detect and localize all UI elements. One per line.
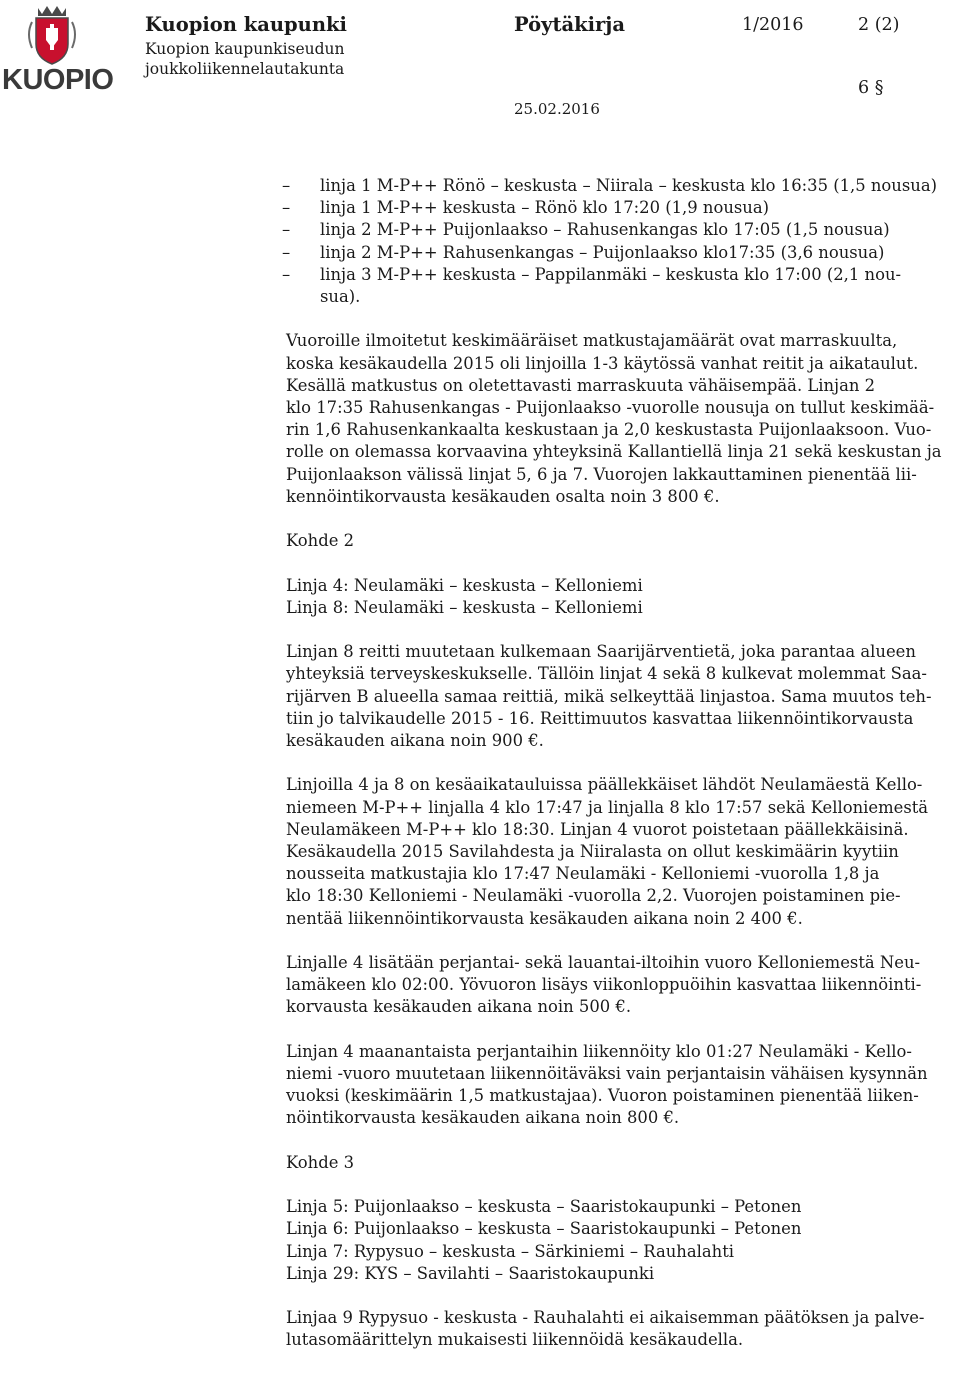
text-line: Kesällä matkustus on oletettavasti marraskuuta vähäisempää. Linjan 2 <box>286 375 876 395</box>
text-line: niemeen M-P++ linjalla 4 klo 17:47 ja linjalla 8 klo 17:57 sekä Kelloniemestä <box>286 797 929 817</box>
text-line: yhteyksiä terveyskeskukselle. Tällöin linjat 4 sekä 8 kulkevat molemmat Saa- <box>286 664 927 684</box>
paragraph-number: 6 § <box>858 78 884 98</box>
route-list <box>282 175 958 308</box>
section-heading-kohde-2 <box>286 530 958 552</box>
list-item-text: sua). <box>320 287 361 307</box>
text-line: vuoksi (keskimäärin 1,5 matkustajaa). Vuoron poistaminen pienentää liiken- <box>286 1086 919 1106</box>
text-line: klo 17:35 Rahusenkangas - Puijonlaakso -vuorolle nousuja on tullut keskimää- <box>286 398 935 418</box>
document-type: Pöytäkirja <box>514 13 626 36</box>
coat-of-arms-icon <box>2 4 102 66</box>
paragraph-route-change <box>286 641 958 752</box>
text-line: Linja 7: Rypysuo – keskusta – Särkiniemi – Rauhalahti <box>286 1241 735 1261</box>
text-line: Linja 5: Puijonlaakso – keskusta – Saaristokaupunki – Petonen <box>286 1197 802 1217</box>
sub-organization-line: joukkoliikennelautakunta <box>145 60 345 78</box>
section-heading-kohde-3 <box>286 1152 958 1174</box>
list-item <box>282 264 958 308</box>
text-line: lamäkeen klo 02:00. Yövuoron lisäys viikonloppuöihin kasvattaa liikennöinti- <box>286 975 922 995</box>
text-line: Linja 8: Neulamäki – keskusta – Kelloniemi <box>286 597 643 617</box>
kuopio-logo <box>2 4 114 98</box>
list-item-text: linja 2 M-P++ Rahusenkangas – Puijonlaakso klo17:35 (3,6 nousua) <box>320 242 885 262</box>
text-line: lutasomäärittelyn mukaisesti liikennöidä kesäkaudella. <box>286 1330 744 1350</box>
text-line: kennöintikorvausta kesäkauden osalta noin 3 800 €. <box>286 486 720 506</box>
list-item-text: linja 2 M-P++ Puijonlaakso – Rahusenkangas klo 17:05 (1,5 nousua) <box>320 220 890 240</box>
paragraph-ridership <box>286 330 958 508</box>
document-body <box>282 175 958 1374</box>
route-lines-kohde-3 <box>286 1196 958 1285</box>
text-line: niemi -vuoro muutetaan liikennöitäväksi vain perjantaisin vähäisen kysynnän <box>286 1064 928 1084</box>
list-item <box>282 197 958 219</box>
list-item <box>282 175 958 197</box>
paragraph-weekday-service <box>286 1041 958 1130</box>
dash-bullet: – <box>282 264 291 284</box>
text-line: Kesäkaudella 2015 Savilahdesta ja Niiralasta on ollut keskimäärin kyytiin <box>286 842 899 862</box>
dash-bullet: – <box>282 242 291 262</box>
route-lines-kohde-2 <box>286 575 958 619</box>
text-line: nousseita matkustajia klo 17:47 Neulamäki - Kelloniemi -vuorolla 1,8 ja <box>286 864 880 884</box>
text-line: Linjan 8 reitti muutetaan kulkemaan Saarijärventietä, joka parantaa alueen <box>286 642 916 662</box>
text-line: tiin jo talvikaudelle 2015 - 16. Reittimuutos kasvattaa liikennöintikorvausta <box>286 708 914 728</box>
text-line: Linjalle 4 lisätään perjantai- sekä lauantai-iltoihin vuoro Kelloniemestä Neu- <box>286 953 921 973</box>
text-line: nentää liikennöintikorvausta kesäkauden aikana noin 2 400 €. <box>286 908 803 928</box>
paragraph-overlapping-departures <box>286 774 958 929</box>
document-date: 25.02.2016 <box>514 100 600 118</box>
paragraph-line-9 <box>286 1307 958 1351</box>
text-line: Linjan 4 maanantaista perjantaihin liikennöity klo 01:27 Neulamäki - Kello- <box>286 1041 912 1061</box>
text-line: Linja 29: KYS – Savilahti – Saaristokaupunki <box>286 1263 655 1283</box>
text-line: Neulamäkeen M-P++ klo 18:30. Linjan 4 vuorot poistetaan päällekkäisinä. <box>286 819 909 839</box>
text-line: Linja 6: Puijonlaakso – keskusta – Saaristokaupunki – Petonen <box>286 1219 802 1239</box>
document-number: 1/2016 <box>742 15 804 35</box>
text-line: Vuoroille ilmoitetut keskimääräiset matkustajamäärät ovat marraskuulta, <box>286 331 898 351</box>
text-line: Kohde 2 <box>286 531 355 551</box>
text-line: rolle on olemassa korvaavina yhteyksinä Kallantiellä linja 21 sekä keskustan ja <box>286 442 942 462</box>
list-item-text: linja 3 M-P++ keskusta – Pappilanmäki – keskusta klo 17:00 (2,1 nou- <box>320 264 902 284</box>
text-line: klo 18:30 Kelloniemi - Neulamäki -vuorolla 2,2. Vuorojen poistaminen pie- <box>286 886 901 906</box>
text-line: nöintikorvausta kesäkauden aikana noin 800 €. <box>286 1108 680 1128</box>
sub-organization <box>145 39 385 79</box>
text-line: Linjaa 9 Rypysuo - keskusta - Rauhalahti ei aikaisemman päätöksen ja palve- <box>286 1308 925 1328</box>
page-number: 2 (2) <box>858 15 900 35</box>
text-line: korvausta kesäkauden aikana noin 500 €. <box>286 997 632 1017</box>
sub-organization-line: Kuopion kaupunkiseudun <box>145 40 345 58</box>
text-line: kesäkauden aikana noin 900 €. <box>286 731 544 751</box>
dash-bullet: – <box>282 198 291 218</box>
text-line: Linjoilla 4 ja 8 on kesäaikatauluissa päällekkäiset lähdöt Neulamäestä Kello- <box>286 775 923 795</box>
text-line: rin 1,6 Rahusenkankaalta keskustaan ja 2,0 keskustasta Puijonlaaksoon. Vuo- <box>286 420 932 440</box>
dash-bullet: – <box>282 220 291 240</box>
organization-name: Kuopion kaupunki <box>145 13 347 36</box>
text-line: rijärven B alueella samaa reittiä, mikä selkeyttää linjastoa. Sama muutos teh- <box>286 686 932 706</box>
list-item <box>282 219 958 241</box>
list-item <box>282 242 958 264</box>
list-item-text: linja 1 M-P++ keskusta – Rönö klo 17:20 (1,9 nousua) <box>320 198 770 218</box>
dash-bullet: – <box>282 176 291 195</box>
paragraph-night-service <box>286 952 958 1019</box>
text-line: koska kesäkaudella 2015 oli linjoilla 1-3 käytössä vanhat reitit ja aikataulut. <box>286 353 919 373</box>
list-item-text: linja 1 M-P++ Rönö – keskusta – Niirala – keskusta klo 16:35 (1,5 nousua) <box>320 176 937 195</box>
logo-wordmark: KUOPIO <box>2 64 114 96</box>
text-line: Kohde 3 <box>286 1152 355 1172</box>
text-line: Puijonlaakson välissä linjat 5, 6 ja 7. Vuorojen lakkauttaminen pienentää lii- <box>286 464 917 484</box>
text-line: Linja 4: Neulamäki – keskusta – Kelloniemi <box>286 575 643 595</box>
